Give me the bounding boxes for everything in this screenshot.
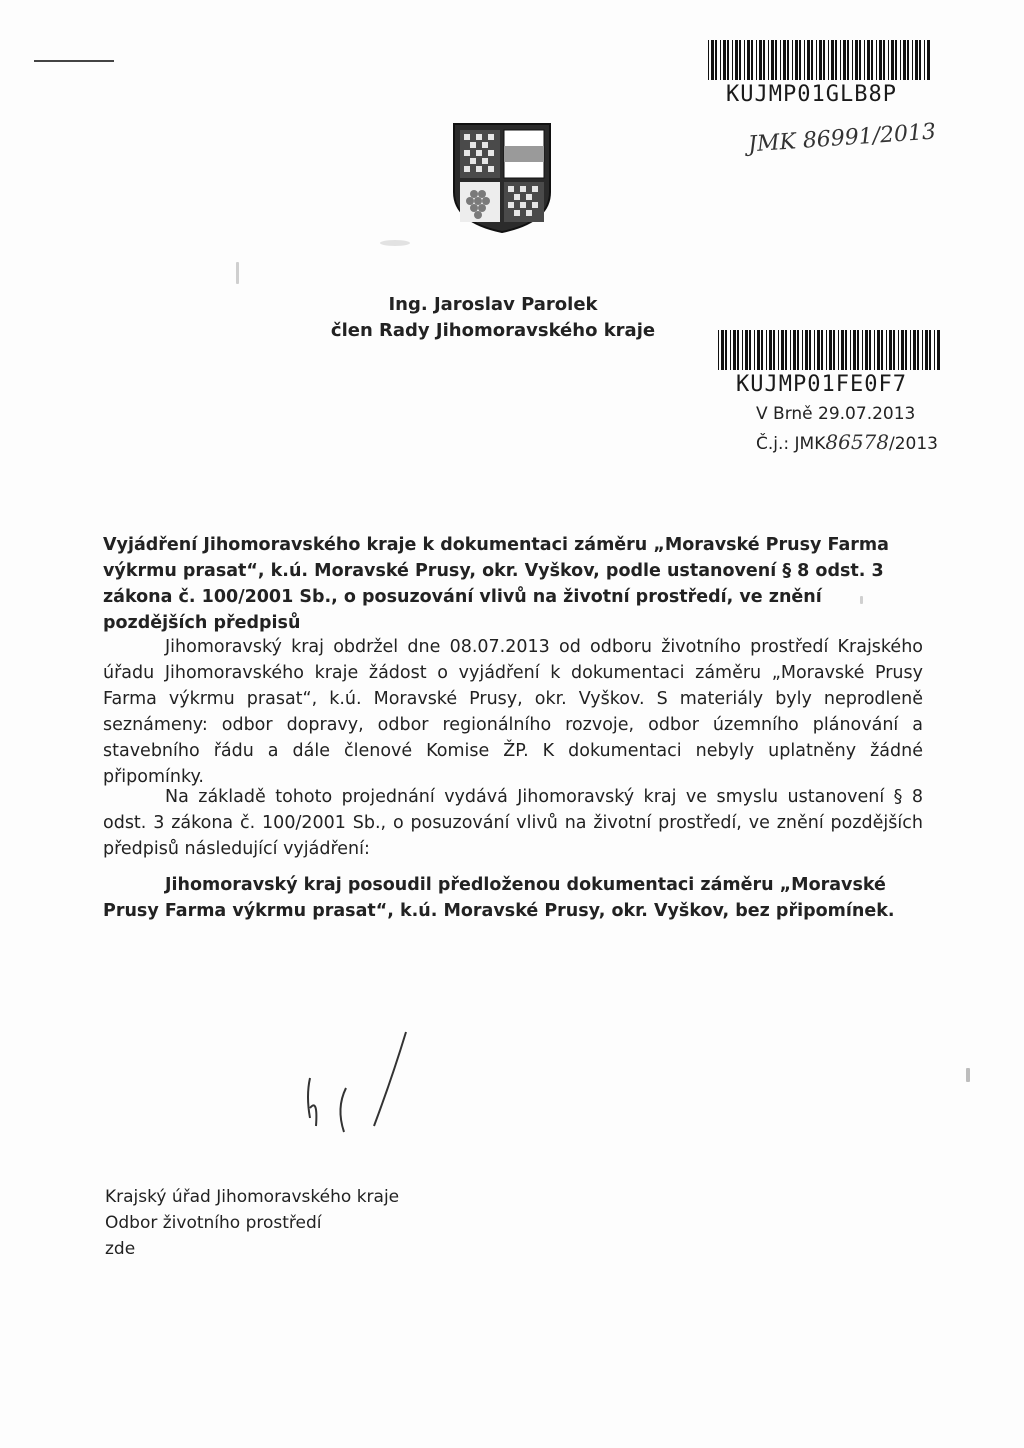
scan-mark	[236, 262, 239, 284]
barcode-bar	[919, 40, 921, 80]
reference-prefix: Č.j.: JMK	[756, 434, 826, 454]
barcode-bar	[783, 40, 786, 80]
barcode-bar	[769, 330, 772, 370]
barcode-bar	[889, 330, 892, 370]
barcode-bar	[893, 330, 895, 370]
barcode-bar	[718, 330, 719, 370]
barcode-bar	[739, 40, 741, 80]
barcode-bar	[934, 330, 935, 370]
barcode-bar	[826, 330, 827, 370]
barcode-bar	[857, 330, 859, 370]
barcode-bar	[907, 40, 909, 80]
body-paragraph-2	[103, 784, 923, 862]
barcode-bar	[828, 40, 829, 80]
addressee-line-1: Krajský úřad Jihomoravského kraje	[105, 1187, 400, 1207]
barcode-bar	[883, 40, 885, 80]
barcode-bar	[886, 330, 887, 370]
barcode-bar	[843, 40, 846, 80]
barcode-bar	[715, 40, 717, 80]
barcode-bar	[841, 330, 844, 370]
barcode-bar	[761, 330, 763, 370]
conclusion-text: Jihomoravský kraj posoudil předloženou dokumentaci záměru „Moravské Prusy Farma výkrmu prasat“, k.ú. Moravské Prusy, okr. Vyškov, bez připomínek.	[103, 875, 895, 921]
barcode-bar	[711, 40, 714, 80]
barcode-bar	[742, 330, 743, 370]
barcode-bar	[733, 330, 736, 370]
barcode-bar	[852, 40, 853, 80]
barcode-bar	[771, 40, 774, 80]
barcode-bar	[838, 330, 839, 370]
barcode-bar	[807, 40, 810, 80]
coat-of-arms-icon	[452, 122, 552, 234]
barcode-bar	[721, 330, 724, 370]
barcode-bar	[905, 330, 907, 370]
barcode-bar	[891, 40, 894, 80]
barcode-bar	[792, 40, 793, 80]
barcode-bar	[937, 330, 940, 370]
barcode-bar	[780, 40, 781, 80]
barcode-bar	[730, 330, 731, 370]
scan-mark	[380, 240, 410, 246]
barcode-bar	[708, 40, 709, 80]
barcode-bar	[901, 330, 904, 370]
subject-heading: Vyjádření Jihomoravského kraje k dokumentaci záměru „Moravské Prusy Farma výkrmu prasat“, k.ú. Moravské Prusy, okr. Vyškov, podle ustanovení § 8 odst. 3 zákona č. 100/2001 Sb., o posuzování vlivů na životní prostředí, ve znění pozdějších předpisů	[103, 535, 889, 633]
reference-suffix: /2013	[889, 434, 938, 454]
reference-handwritten: 86578	[825, 430, 889, 454]
barcode-bar	[864, 40, 865, 80]
barcode-bar	[759, 40, 762, 80]
barcode-bar	[917, 330, 919, 370]
barcode-bar	[751, 40, 753, 80]
barcode-bar	[781, 330, 784, 370]
addressee-block	[105, 1184, 399, 1262]
barcode-bar	[723, 40, 726, 80]
barcode-bar	[845, 330, 847, 370]
staple-mark	[34, 60, 114, 62]
barcode-bar	[879, 40, 882, 80]
barcode-bar	[768, 40, 769, 80]
barcode-bar	[833, 330, 835, 370]
barcode-bar	[790, 330, 791, 370]
barcode-bar	[881, 330, 883, 370]
barcode-bar	[720, 40, 721, 80]
barcode-bar	[927, 40, 930, 80]
barcode-bar	[855, 40, 858, 80]
barcode-bar	[804, 40, 805, 80]
reference-number	[756, 430, 938, 454]
addressee-line-3: zde	[105, 1239, 136, 1259]
barcode-bar	[831, 40, 834, 80]
barcode-bar	[840, 40, 841, 80]
barcode-bar	[900, 40, 901, 80]
barcode-bar	[749, 330, 751, 370]
barcode-bar	[775, 40, 777, 80]
scan-mark	[966, 1068, 970, 1082]
barcode-bar	[811, 40, 813, 80]
barcode-bar	[915, 40, 918, 80]
barcode-2-text: KUJMP01FE0F7	[736, 372, 907, 397]
barcode-bar	[756, 40, 757, 80]
paragraph-1-text: Jihomoravský kraj obdržel dne 08.07.2013 od odboru životního prostředí Krajského úřadu Jihomoravského kraje žádost o vyjádření k dokumentaci záměru „Moravské Prusy Farma výkrmu prasat“, k.ú. Moravské Prusy, okr. Vyškov. S materiály byly neprodleně seznámeny: odbor dopravy, odbor regionálního rozvoje, odbor územního plánování a stavebního řádu a dále členové Komise ŽP. K dokumentaci nebyly uplatněny žádné připomínky.	[103, 637, 923, 787]
barcode-bar	[821, 330, 823, 370]
barcode-bar	[903, 40, 906, 80]
addressee-line-2: Odbor životního prostředí	[105, 1213, 322, 1233]
signatory-role: člen Rady Jihomoravského kraje	[330, 320, 656, 341]
barcode-bar	[725, 330, 727, 370]
barcode-bar	[874, 330, 875, 370]
barcode-1-text: KUJMP01GLB8P	[726, 82, 897, 107]
signatory-name: Ing. Jaroslav Parolek	[388, 294, 598, 315]
paragraph-2-text: Na základě tohoto projednání vydává Jihomoravský kraj ve smyslu ustanovení § 8 odst. 3 zákona č. 100/2001 Sb., o posuzování vlivů na životní prostředí, ve znění pozdějších předpisů následující vyjádření:	[103, 787, 923, 859]
barcode-bar	[876, 40, 877, 80]
barcode-bar	[793, 330, 796, 370]
barcode-bar	[829, 330, 832, 370]
barcode-bar	[847, 40, 849, 80]
conclusion-statement	[103, 872, 923, 924]
barcode-bar	[898, 330, 899, 370]
barcode-bar	[797, 330, 799, 370]
barcode-bar	[802, 330, 803, 370]
barcode-bar	[862, 330, 863, 370]
barcode-bar	[785, 330, 787, 370]
barcode-bar	[787, 40, 789, 80]
barcode-bar	[795, 40, 798, 80]
barcode-bar	[869, 330, 871, 370]
barcode-bar	[735, 40, 738, 80]
handwritten-reference: JMK 86991/2013	[747, 119, 937, 158]
barcode-bar	[737, 330, 739, 370]
barcode-bar	[929, 330, 931, 370]
barcode-bar	[924, 40, 925, 80]
barcode-bar	[819, 40, 822, 80]
barcode-bar	[912, 40, 913, 80]
handwritten-signature-icon	[288, 1028, 418, 1138]
barcode-bar	[727, 40, 729, 80]
barcode-bar	[850, 330, 851, 370]
barcode-bar	[817, 330, 820, 370]
scan-mark	[860, 596, 863, 604]
barcode-bar	[823, 40, 825, 80]
barcode-bar	[910, 330, 911, 370]
barcode-bar	[814, 330, 815, 370]
barcode-1	[706, 40, 932, 80]
barcode-bar	[799, 40, 801, 80]
barcode-bar	[754, 330, 755, 370]
barcode-bar	[744, 40, 745, 80]
barcode-bar	[888, 40, 889, 80]
date-line: V Brně 29.07.2013	[756, 404, 916, 424]
barcode-bar	[859, 40, 861, 80]
barcode-bar	[778, 330, 779, 370]
barcode-bar	[922, 330, 923, 370]
barcode-2	[716, 330, 942, 370]
barcode-bar	[925, 330, 928, 370]
barcode-bar	[757, 330, 760, 370]
barcode-bar	[913, 330, 916, 370]
barcode-bar	[877, 330, 880, 370]
barcode-bar	[865, 330, 868, 370]
barcode-bar	[745, 330, 748, 370]
barcode-bar	[773, 330, 775, 370]
barcode-bar	[816, 40, 817, 80]
barcode-bar	[853, 330, 856, 370]
barcode-bar	[805, 330, 808, 370]
barcode-bar	[871, 40, 873, 80]
body-paragraph-1	[103, 634, 923, 790]
barcode-bar	[867, 40, 870, 80]
barcode-bar	[747, 40, 750, 80]
barcode-bar	[766, 330, 767, 370]
barcode-bar	[835, 40, 837, 80]
barcode-bar	[732, 40, 733, 80]
barcode-bar	[895, 40, 897, 80]
barcode-bar	[809, 330, 811, 370]
barcode-bar	[763, 40, 765, 80]
